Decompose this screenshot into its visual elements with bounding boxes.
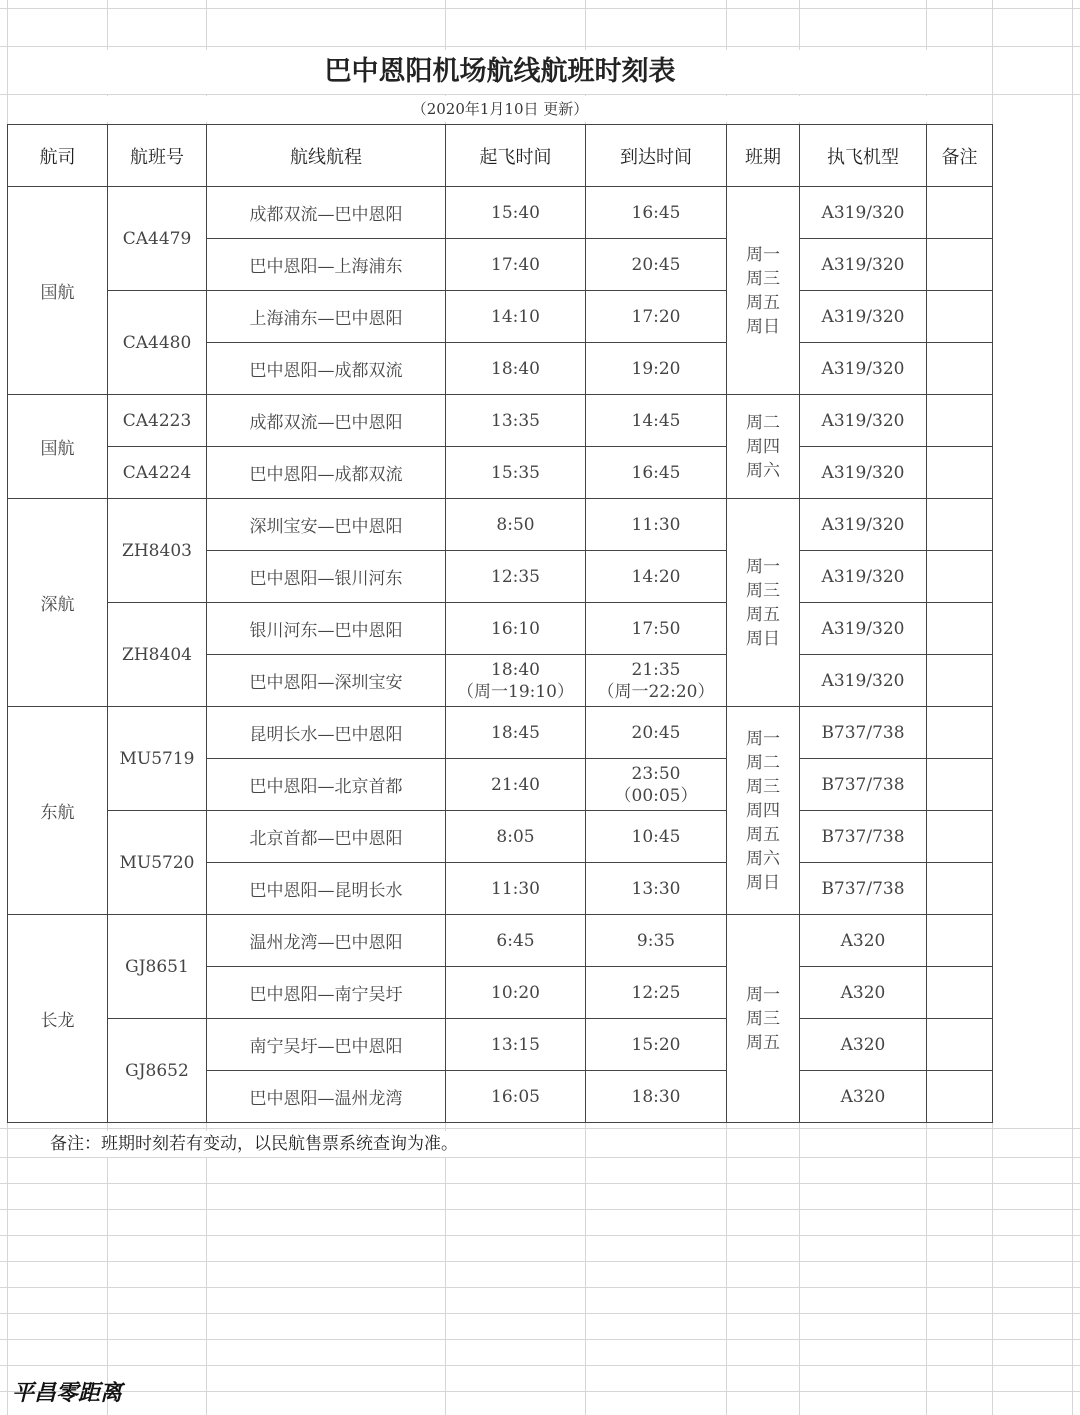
table-row: [8, 915, 993, 967]
schedule-day: 周五: [746, 604, 780, 625]
aircraft-cell: B737/738: [800, 863, 927, 915]
header-arrival: 到达时间: [586, 125, 727, 187]
table-row: [8, 291, 993, 343]
airline-cell: 国航: [8, 187, 108, 395]
schedule-day: 周日: [746, 628, 780, 649]
schedule-day: 周一: [746, 984, 780, 1005]
remarks-cell: [927, 343, 993, 395]
schedule-day: 周五: [746, 1032, 780, 1053]
flight-number-cell: GJ8651: [108, 915, 207, 1019]
arrival-cell: [586, 759, 727, 811]
arrival-cell: 17:50: [586, 603, 727, 655]
aircraft-cell: B737/738: [800, 759, 927, 811]
route-cell: 北京首都—巴中恩阳: [207, 811, 446, 863]
route-cell: 南宁吴圩—巴中恩阳: [207, 1019, 446, 1071]
aircraft-cell: B737/738: [800, 811, 927, 863]
route-cell: 巴中恩阳—上海浦东: [207, 239, 446, 291]
grid-line: [0, 1128, 1080, 1129]
table-row: [8, 811, 993, 863]
departure-cell: 14:10: [446, 291, 586, 343]
route-cell: 巴中恩阳—成都双流: [207, 447, 446, 499]
departure-cell: 16:05: [446, 1071, 586, 1123]
remarks-cell: [927, 603, 993, 655]
grid-line: [0, 1313, 1080, 1314]
departure-cell: 13:35: [446, 395, 586, 447]
departure-cell: 15:35: [446, 447, 586, 499]
arrival-cell: 10:45: [586, 811, 727, 863]
schedule-days-cell: [727, 395, 800, 499]
grid-line: [0, 1365, 1080, 1366]
grid-line: [0, 1287, 1080, 1288]
grid-line: [1072, 0, 1073, 1415]
route-cell: 巴中恩阳—南宁吴圩: [207, 967, 446, 1019]
arrival-note: （00:05）: [614, 785, 698, 806]
arrival-cell: 13:30: [586, 863, 727, 915]
arrival-time: 21:35: [631, 659, 681, 680]
grid-line: [0, 1183, 1080, 1184]
departure-cell: 11:30: [446, 863, 586, 915]
remarks-cell: [927, 499, 993, 551]
route-cell: 成都双流—巴中恩阳: [207, 395, 446, 447]
flight-number-cell: ZH8404: [108, 603, 207, 707]
grid-line: [0, 1391, 1080, 1392]
arrival-cell: 12:25: [586, 967, 727, 1019]
route-cell: 深圳宝安—巴中恩阳: [207, 499, 446, 551]
flight-number-cell: CA4480: [108, 291, 207, 395]
schedule-day: 周四: [746, 436, 780, 457]
flight-number-cell: CA4479: [108, 187, 207, 291]
schedule-days-cell: [727, 499, 800, 707]
route-cell: 温州龙湾—巴中恩阳: [207, 915, 446, 967]
route-cell: 巴中恩阳—银川河东: [207, 551, 446, 603]
airline-cell: 东航: [8, 707, 108, 915]
departure-cell: 18:45: [446, 707, 586, 759]
departure-cell: 16:10: [446, 603, 586, 655]
aircraft-cell: A320: [800, 967, 927, 1019]
arrival-cell: 19:20: [586, 343, 727, 395]
page-title: 巴中恩阳机场航线航班时刻表: [8, 50, 992, 94]
route-cell: 巴中恩阳—北京首都: [207, 759, 446, 811]
arrival-cell: 20:45: [586, 239, 727, 291]
remarks-cell: [927, 239, 993, 291]
route-cell: 巴中恩阳—深圳宝安: [207, 655, 446, 707]
aircraft-cell: A319/320: [800, 239, 927, 291]
departure-cell: 12:35: [446, 551, 586, 603]
arrival-cell: 17:20: [586, 291, 727, 343]
departure-cell: 21:40: [446, 759, 586, 811]
aircraft-cell: A319/320: [800, 447, 927, 499]
remarks-cell: [927, 915, 993, 967]
remarks-cell: [927, 187, 993, 239]
table-row: [8, 447, 993, 499]
schedule-day: 周六: [746, 848, 780, 869]
table-header-row: [8, 125, 993, 187]
grid-line: [0, 1157, 1080, 1158]
schedule-days-cell: [727, 915, 800, 1123]
aircraft-cell: A319/320: [800, 395, 927, 447]
table-row: [8, 187, 993, 239]
departure-cell: [446, 655, 586, 707]
schedule-day: 周三: [746, 1008, 780, 1029]
route-cell: 巴中恩阳—温州龙湾: [207, 1071, 446, 1123]
schedule-day: 周二: [746, 412, 780, 433]
header-route: 航线航程: [207, 125, 446, 187]
arrival-cell: [586, 655, 727, 707]
aircraft-cell: A319/320: [800, 343, 927, 395]
schedule-days-cell: [727, 707, 800, 915]
aircraft-cell: B737/738: [800, 707, 927, 759]
remarks-cell: [927, 1071, 993, 1123]
remarks-cell: [927, 967, 993, 1019]
flight-schedule-table: [7, 124, 993, 1123]
aircraft-cell: A319/320: [800, 551, 927, 603]
schedule-day: 周一: [746, 556, 780, 577]
aircraft-cell: A320: [800, 1071, 927, 1123]
schedule-day: 周日: [746, 872, 780, 893]
arrival-cell: 14:45: [586, 395, 727, 447]
airline-cell: 深航: [8, 499, 108, 707]
departure-cell: 10:20: [446, 967, 586, 1019]
schedule-day: 周二: [746, 752, 780, 773]
schedule-day: 周三: [746, 580, 780, 601]
route-cell: 银川河东—巴中恩阳: [207, 603, 446, 655]
footnote: 备注：班期时刻若有变动，以民航售票系统查询为准。: [50, 1131, 458, 1157]
remarks-cell: [927, 655, 993, 707]
schedule-day: 周四: [746, 800, 780, 821]
schedule-days-cell: [727, 187, 800, 395]
departure-cell: 17:40: [446, 239, 586, 291]
remarks-cell: [927, 759, 993, 811]
watermark-logo: 平昌零距离: [12, 1381, 123, 1406]
arrival-cell: 15:20: [586, 1019, 727, 1071]
route-cell: 昆明长水—巴中恩阳: [207, 707, 446, 759]
departure-note: （周一19:10）: [457, 681, 574, 702]
remarks-cell: [927, 1019, 993, 1071]
flight-number-cell: ZH8403: [108, 499, 207, 603]
header-departure: 起飞时间: [446, 125, 586, 187]
grid-line: [0, 8, 1080, 9]
table-row: [8, 395, 993, 447]
route-cell: 上海浦东—巴中恩阳: [207, 291, 446, 343]
aircraft-cell: A319/320: [800, 655, 927, 707]
schedule-day: 周一: [746, 244, 780, 265]
schedule-day: 周一: [746, 728, 780, 749]
remarks-cell: [927, 551, 993, 603]
arrival-cell: 16:45: [586, 187, 727, 239]
table-body: [8, 187, 993, 1123]
header-remarks: 备注: [927, 125, 993, 187]
departure-cell: 8:50: [446, 499, 586, 551]
header-schedule-days: 班期: [727, 125, 800, 187]
table-row: [8, 1019, 993, 1071]
schedule-day: 周日: [746, 316, 780, 337]
remarks-cell: [927, 447, 993, 499]
schedule-day: 周五: [746, 292, 780, 313]
route-cell: 巴中恩阳—昆明长水: [207, 863, 446, 915]
arrival-time: 23:50: [631, 763, 681, 784]
grid-line: [0, 46, 1080, 47]
update-date: （2020年1月10日 更新）: [8, 96, 992, 122]
remarks-cell: [927, 707, 993, 759]
header-airline: 航司: [8, 125, 108, 187]
arrival-cell: 16:45: [586, 447, 727, 499]
grid-line: [0, 1261, 1080, 1262]
route-cell: 成都双流—巴中恩阳: [207, 187, 446, 239]
remarks-cell: [927, 291, 993, 343]
schedule-day: 周三: [746, 268, 780, 289]
departure-cell: 15:40: [446, 187, 586, 239]
arrival-cell: 20:45: [586, 707, 727, 759]
flight-number-cell: CA4224: [108, 447, 207, 499]
departure-time: 18:40: [491, 659, 540, 680]
schedule-day: 周五: [746, 824, 780, 845]
departure-cell: 18:40: [446, 343, 586, 395]
flight-number-cell: CA4223: [108, 395, 207, 447]
aircraft-cell: A320: [800, 915, 927, 967]
aircraft-cell: A319/320: [800, 603, 927, 655]
route-cell: 巴中恩阳—成都双流: [207, 343, 446, 395]
aircraft-cell: A320: [800, 1019, 927, 1071]
schedule-day: 周六: [746, 460, 780, 481]
aircraft-cell: A319/320: [800, 499, 927, 551]
table-row: [8, 603, 993, 655]
flight-number-cell: GJ8652: [108, 1019, 207, 1123]
remarks-cell: [927, 863, 993, 915]
aircraft-cell: A319/320: [800, 291, 927, 343]
arrival-cell: 14:20: [586, 551, 727, 603]
aircraft-cell: A319/320: [800, 187, 927, 239]
remarks-cell: [927, 811, 993, 863]
grid-line: [0, 1209, 1080, 1210]
flight-number-cell: MU5719: [108, 707, 207, 811]
arrival-cell: 11:30: [586, 499, 727, 551]
grid-line: [0, 94, 1080, 95]
grid-line: [0, 1339, 1080, 1340]
table-row: [8, 499, 993, 551]
header-flight-number: 航班号: [108, 125, 207, 187]
arrival-cell: 18:30: [586, 1071, 727, 1123]
departure-cell: 6:45: [446, 915, 586, 967]
grid-line: [0, 1235, 1080, 1236]
flight-number-cell: MU5720: [108, 811, 207, 915]
departure-cell: 13:15: [446, 1019, 586, 1071]
arrival-cell: 9:35: [586, 915, 727, 967]
departure-cell: 8:05: [446, 811, 586, 863]
table-row: [8, 707, 993, 759]
remarks-cell: [927, 395, 993, 447]
schedule-day: 周三: [746, 776, 780, 797]
airline-cell: 国航: [8, 395, 108, 499]
arrival-note: （周一22:20）: [597, 681, 715, 702]
airline-cell: 长龙: [8, 915, 108, 1123]
header-aircraft: 执飞机型: [800, 125, 927, 187]
